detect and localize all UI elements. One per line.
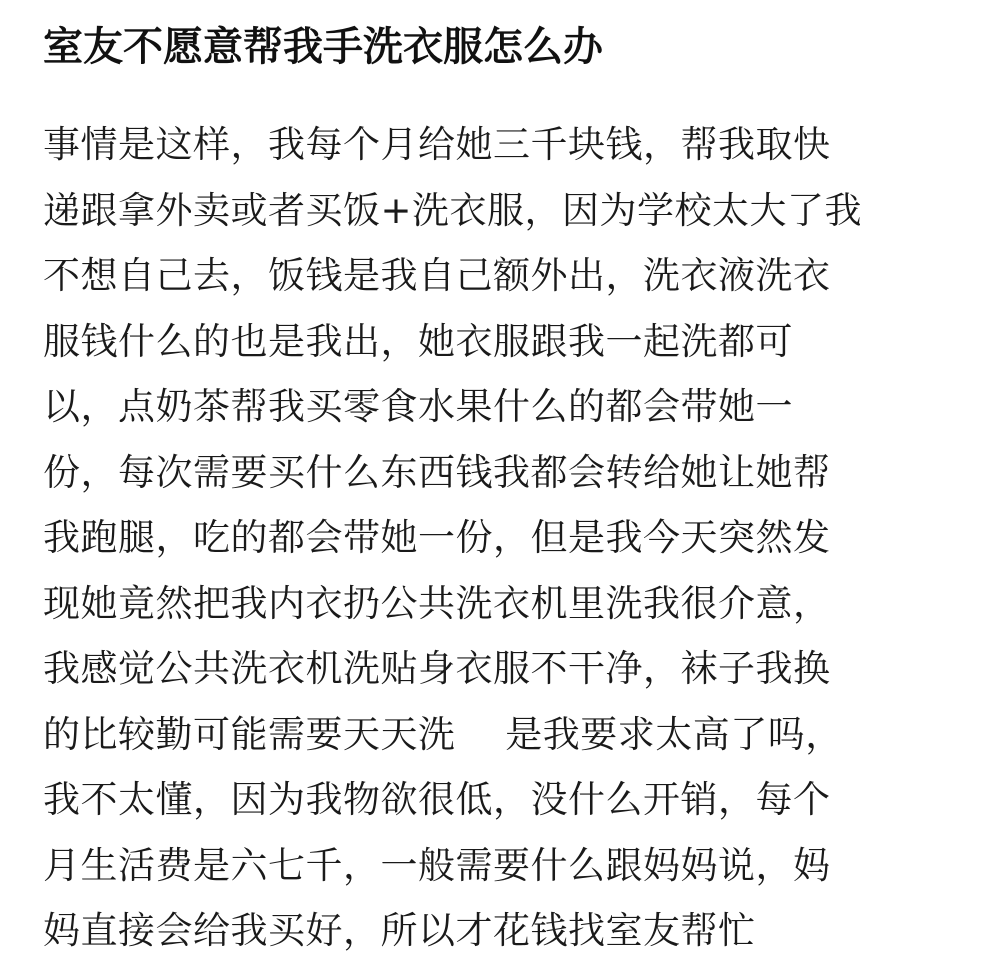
body-line: 我感觉公共洗衣机洗贴身衣服不干净，袜子我换	[43, 647, 831, 690]
body-line: 月生活费是六七千，一般需要什么跟妈妈说，妈	[43, 843, 831, 887]
post-container	[43, 0, 963, 964]
body-line: 现她竟然把我内衣扔公共洗衣机里洗我很介意，	[43, 581, 831, 625]
body-line: 妈直接会给我买好，所以才花钱找室友帮忙	[43, 909, 756, 952]
post-title: 室友不愿意帮我手洗衣服怎么办	[43, 24, 603, 70]
body-line: 递跟拿外卖或者买饭+洗衣服，因为学校太大了我	[43, 188, 863, 232]
post-body	[43, 112, 963, 964]
body-line: 的比较勤可能需要天天洗 是我要求太高了吗，	[43, 712, 843, 756]
body-line: 我跑腿，吃的都会带她一份，但是我今天突然发	[43, 516, 831, 559]
body-line: 服钱什么的也是我出，她衣服跟我一起洗都可	[43, 319, 793, 363]
body-line: 份，每次需要买什么东西钱我都会转给她让她帮	[43, 450, 831, 494]
body-line: 事情是这样，我每个月给她三千块钱，帮我取快	[43, 123, 831, 166]
body-line: 我不太懂，因为我物欲很低，没什么开销，每个	[43, 778, 831, 821]
body-line: 不想自己去，饭钱是我自己额外出，洗衣液洗衣	[43, 254, 831, 297]
body-line: 以，点奶茶帮我买零食水果什么的都会带她一	[43, 385, 793, 428]
